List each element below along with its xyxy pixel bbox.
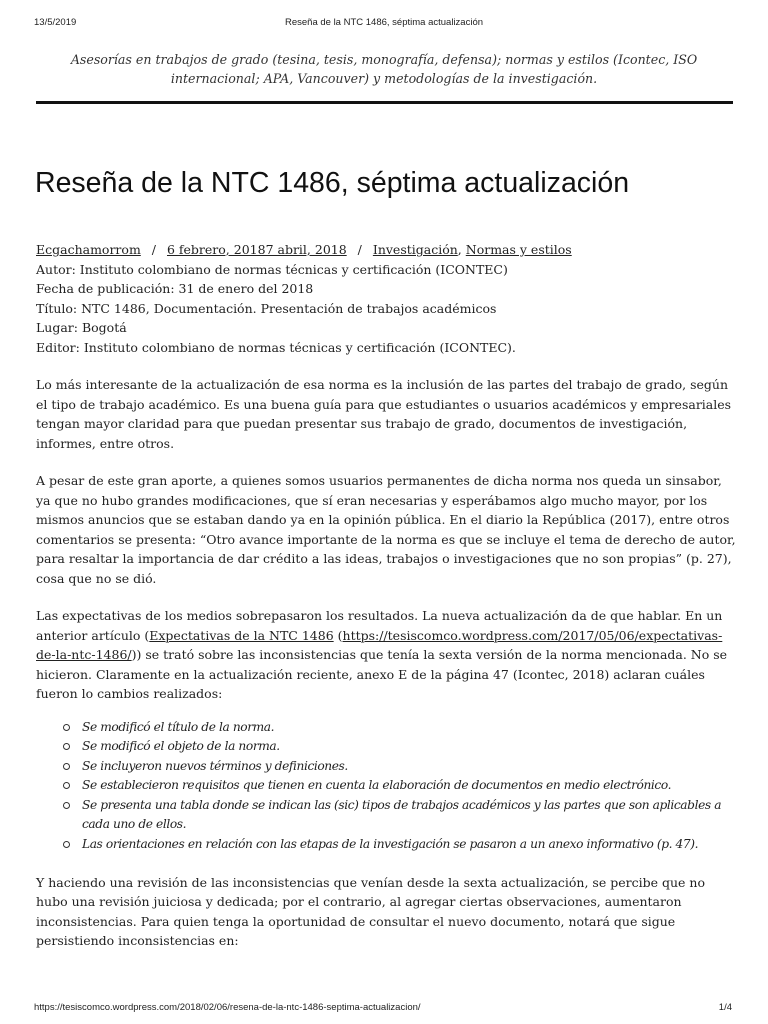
info-line: Lugar: Bogotá bbox=[36, 320, 127, 335]
date-link[interactable]: 6 febrero, 20187 abril, 2018 bbox=[166, 242, 347, 257]
post-content bbox=[36, 240, 736, 951]
paragraph-text: ( bbox=[333, 627, 343, 643]
site-tagline: Asesorías en trabajos de grado (tesina, tesis, monografía, defensa); normas y estilos (Icontec, ISO internacional; APA, Vancouver) y metodologías de la investigación. bbox=[70, 52, 698, 86]
print-page-title: Reseña de la NTC 1486, séptima actualización bbox=[284, 17, 484, 28]
print-header bbox=[0, 0, 768, 30]
author-link[interactable]: Ecgachamorrom bbox=[36, 242, 141, 257]
page-number: 1/4 bbox=[718, 1002, 732, 1013]
category-link-investigacion[interactable]: Investigación bbox=[372, 242, 458, 257]
list-item: Se establecieron requisitos que tienen en cuenta la elaboración de documentos en medio electrónico. bbox=[82, 776, 736, 796]
info-line: Título: NTC 1486, Documentación. Presentación de trabajos académicos bbox=[36, 300, 497, 316]
meta-separator: / bbox=[151, 242, 156, 257]
list-item: Se presenta una tabla donde se indican las (sic) tipos de trabajos académicos y las partes que son aplicables a cada uno de ellos. bbox=[82, 796, 736, 835]
post-title: Reseña de la NTC 1486, séptima actualización bbox=[35, 167, 630, 199]
paragraph-criticism: A pesar de este gran aporte, a quienes somos usuarios permanentes de dicha norma nos queda un sinsabor, ya que no hubo grandes modificaciones, que sí eran necesarias y esperábamos algo mucho mayor, por los mismos anuncios que se estaban dando ya en la opinión pública. En el diario la República (2017), entre otros comentarios se presenta: “Otro avance importante de la norma es que se incluye el tema de derecho de autor, para resaltar la importancia de dar crédito a las ideas, trabajos o investigaciones que no son propias” (p. 27), cosa que no se dió. bbox=[36, 473, 736, 586]
info-line: Editor: Instituto colombiano de normas técnicas y certificación (ICONTEC). bbox=[36, 339, 516, 355]
paragraph-review: Y haciendo una revisión de las inconsistencias que venían desde la sexta actualización, se percibe que no hubo una revisión juiciosa y dedicada; por el contrario, al agregar ciertas observaciones, aumentaron inconsistencias. Para quien tenga la oportunidad de consultar el nuevo documento, notará que sigue persistiendo inconsistencias en: bbox=[36, 874, 705, 949]
list-item: Se incluyeron nuevos términos y definiciones. bbox=[82, 757, 736, 777]
info-line: Fecha de publicación: 31 de enero del 2018 bbox=[36, 281, 314, 296]
article-link[interactable]: Expectativas de la NTC 1486 bbox=[149, 627, 334, 643]
paragraph-text: Las expectativas de los medios sobrepasaron los resultados. La nueva actualización da de que hablar. En un anterior artículo ( bbox=[36, 608, 723, 643]
book-info bbox=[36, 260, 736, 358]
paragraph-intro: Lo más interesante de la actualización de esa norma es la inclusión de las partes del trabajo de grado, según el tipo de trabajo académico. Es una buena guía para que estudiantes o usuarios académicos y empresariales tengan mayor claridad para que puedan presentar sus trabajo de grado, documentos de investigación, informes, entre otros. bbox=[36, 377, 732, 451]
paragraph-text: )) se trató sobre las inconsistencias que tenía la sexta versión de la norma mencionada. No se hicieron. Claramente en la actualización reciente, anexo E de la página 47 (Icontec, 2018) aclaran cuáles fueron lo cambios realizados: bbox=[36, 647, 728, 701]
list-item: Se modificó el objeto de la norma. bbox=[82, 737, 736, 757]
print-url: https://tesiscomco.wordpress.com/2018/02/06/resena-de-la-ntc-1486-septima-actualizacion/ bbox=[34, 1002, 421, 1013]
post-meta bbox=[36, 240, 736, 260]
article-url-link[interactable]: https://tesiscomco.wordpress.com/2017/05/06/expectativas-de-la-ntc-1486/ bbox=[36, 627, 723, 662]
header-divider bbox=[36, 101, 733, 104]
list-item: Las orientaciones en relación con las etapas de la investigación se pasaron a un anexo informativo (p. 47). bbox=[82, 835, 736, 855]
list-item: Se modificó el título de la norma. bbox=[82, 718, 736, 738]
meta-separator: / bbox=[357, 242, 362, 257]
print-date: 13/5/2019 bbox=[34, 17, 77, 28]
paragraph-expectations bbox=[36, 606, 736, 704]
meta-comma: , bbox=[457, 242, 462, 257]
info-line: Autor: Instituto colombiano de normas técnicas y certificación (ICONTEC) bbox=[36, 261, 508, 277]
changes-list bbox=[36, 718, 736, 855]
category-link-normas[interactable]: Normas y estilos bbox=[465, 242, 572, 257]
print-footer bbox=[0, 994, 768, 1024]
